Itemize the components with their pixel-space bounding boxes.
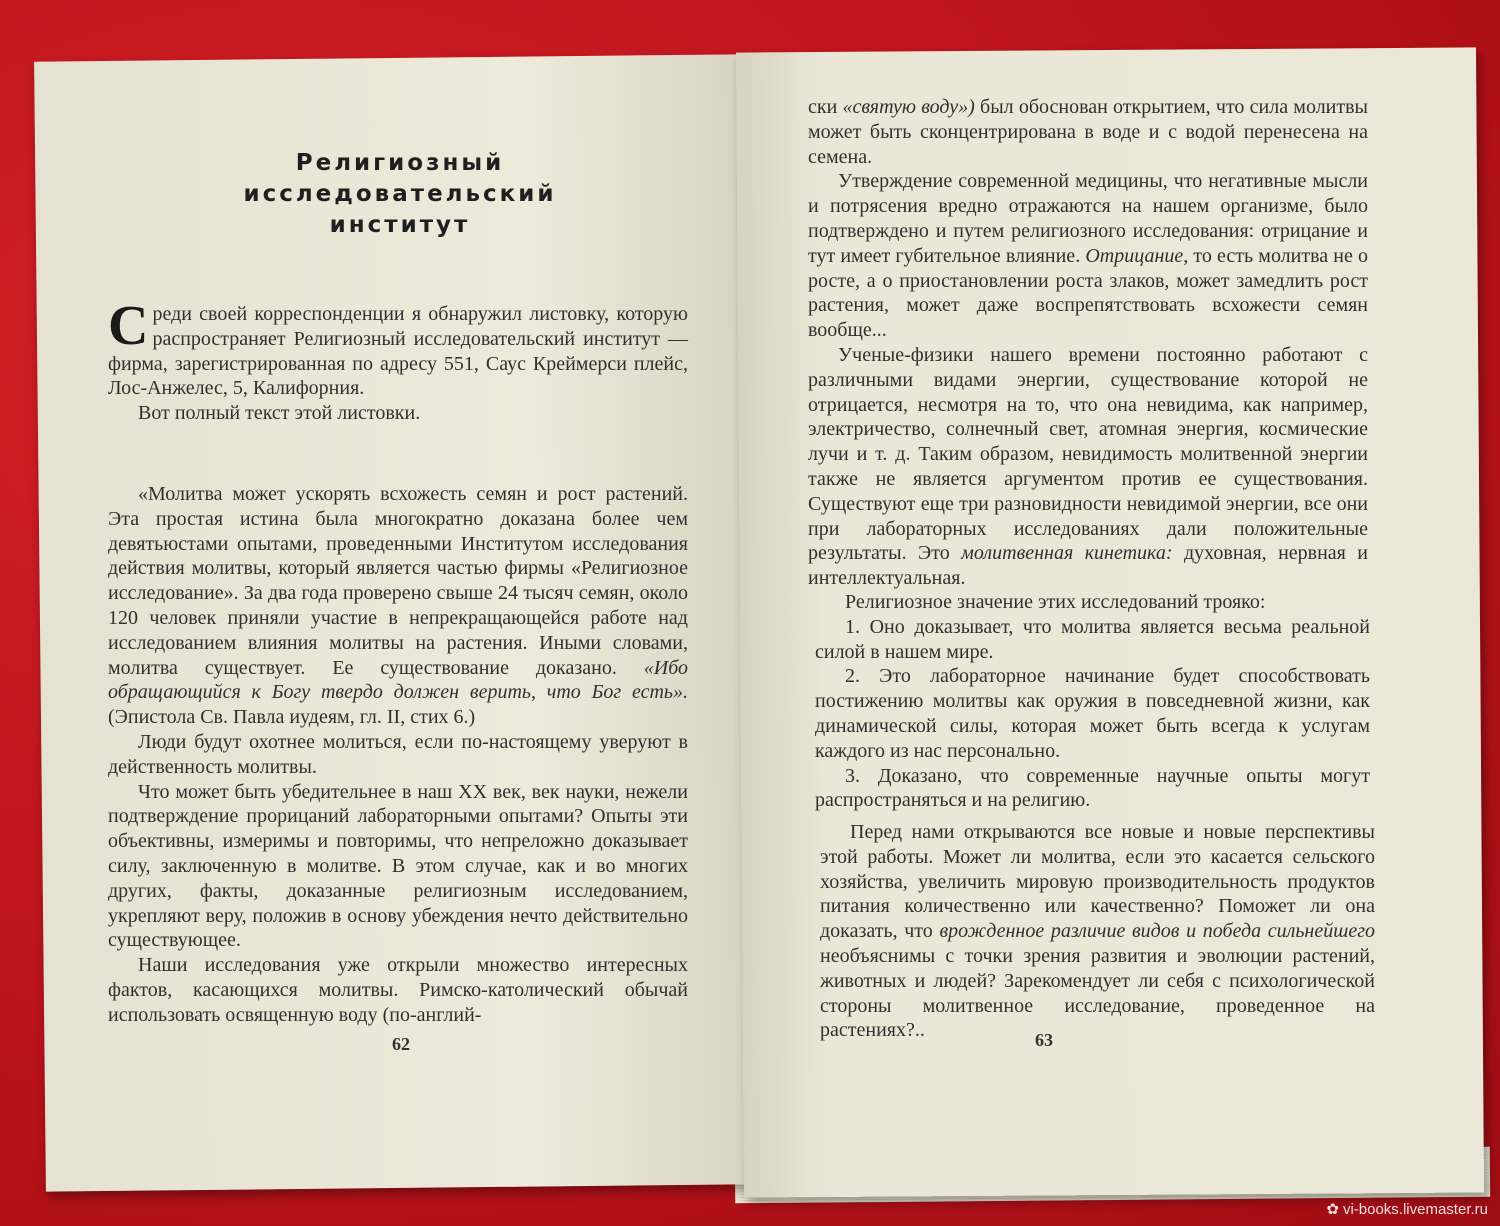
intro-paragraph: Среди своей корреспонденции я обнаружил листовку, которую распространяет Религиозный исследовательский институт — фирма, зарегистрированная по адресу 551, Саус Креймерси плейс, Лос-Анжелес, 5, Калифорния. xyxy=(108,295,688,400)
right-paragraph-6: 2. Это лабораторное начинание будет способствовать постижению молитвы как оружия в повседневной жизни, как динамической силы, которая может быть всегда к услугам каждого из нас персонально. xyxy=(815,665,1370,762)
leaflet-quote xyxy=(108,482,688,1028)
intro-text xyxy=(108,295,688,426)
quote-paragraph-2: Люди будут охотнее молиться, если по-настоящему уверуют в действенность молитвы. xyxy=(108,730,688,778)
right-paragraph-3: Ученые-физики нашего времени постоянно работают с различными видами энергии, существование которой не отрицается, несмотря на то, что она невидима, как например, электричество, солнечный свет, атомная энергия, космические лучи и т. д. Таким образом, невидимость молитвенной энергии также не является аргументом против ее существования. Существуют еще три разновидности невидимой энергии, все они при лабораторных исследованиях дали положительные результаты. Это молитвенная кинетика: духовная, нервная и интеллектуальная. xyxy=(808,343,1369,590)
right-paragraph-7: 3. Доказано, что современные научные опыты могут распространяться и на религию. xyxy=(815,764,1370,812)
page-number-left: 62 xyxy=(392,1034,410,1054)
chapter-title-line2: институт xyxy=(329,212,471,239)
flower-icon: ✿ xyxy=(1326,1201,1339,1218)
watermark-text: vi-books.livemaster.ru xyxy=(1342,1201,1488,1218)
page-number-right: 63 xyxy=(1035,1030,1053,1050)
quote-paragraph-3: Что может быть убедительнее в наш XX век, век науки, нежели подтверждение прорицаний лабораторными опытами? Опыты эти объективны, измеримы и повторимы, что непреложно доказывает силу, заключенную в молитве. В этом случае, как и во многих других, факты, доказанные религиозным исследованием, укрепляют веру, положив в основу убеждения нечто действительно существующее. xyxy=(108,780,688,952)
right-paragraph-8: Перед нами открываются все новые и новые перспективы этой работы. Может ли молитва, если это касается сельского хозяйства, увеличить мировую производительность продуктов питания количественно или качественно? Поможет ли она доказать, что врожденное различие видов и победа сильнейшего необъяснимы с точки зрения развития и эволюции растений, животных и людей? Зарекомендует ли себя с психологической стороны молитвенное исследование, проведенное на растениях?.. xyxy=(820,821,1376,1042)
right-paragraph-5: 1. Оно доказывает, что молитва является весьма реальной силой в нашем мире. xyxy=(815,615,1370,663)
right-text-2 xyxy=(815,590,1370,813)
quote-paragraph-1: «Молитва может ускорять всхожесть семян и рост растений. Эта простая истина была многократно доказана более чем девятьюстами опытами, проведенными Институтом исследования действия молитвы, который является частью фирмы «Религиозное исследование». За два года проверено свыше 24 тысяч семян, около 120 человек приняли участие в непрекращающейся работе над исследованием влияния молитвы на растения. Иными словами, молитва существует. Ее существование доказано. «Ибо обращающийся к Богу твердо должен верить, что Бог есть». (Эпистола Св. Павла иудеям, гл. II, стих 6.) xyxy=(108,483,689,729)
quote-paragraph-4: Наши исследования уже открыли множество интересных фактов, касающихся молитвы. Римско-католический обычай использовать освященную воду (по-англий- xyxy=(108,954,688,1026)
drop-cap: С xyxy=(108,295,149,357)
chapter-title xyxy=(150,148,650,241)
right-paragraph-4: Религиозное значение этих исследований трояко: xyxy=(845,591,1266,613)
right-text-1 xyxy=(808,95,1368,591)
right-text-3 xyxy=(820,820,1375,1043)
intro-paragraph-2: Вот полный текст этой листовки. xyxy=(138,402,421,425)
watermark xyxy=(1326,1200,1488,1218)
chapter-title-line1: Религиозный исследовательский xyxy=(243,150,557,208)
right-paragraph-2: Утверждение современной медицины, что негативные мысли и потрясения вредно отражаются на нашем организме, было подтверждено и путем религиозного исследования: отрицание и тут имеет губительное влияние. Отрицание, то есть молитва не о росте, а о приостановлении роста злаков, может замедлить рост растения, может даже воспрепятствовать всхожести семян вообще... xyxy=(808,170,1369,342)
right-paragraph-1: ски «святую воду») был обоснован открытием, что сила молитвы может быть сконцентрирована в воде и с водой перенесена на семена. xyxy=(808,96,1368,168)
